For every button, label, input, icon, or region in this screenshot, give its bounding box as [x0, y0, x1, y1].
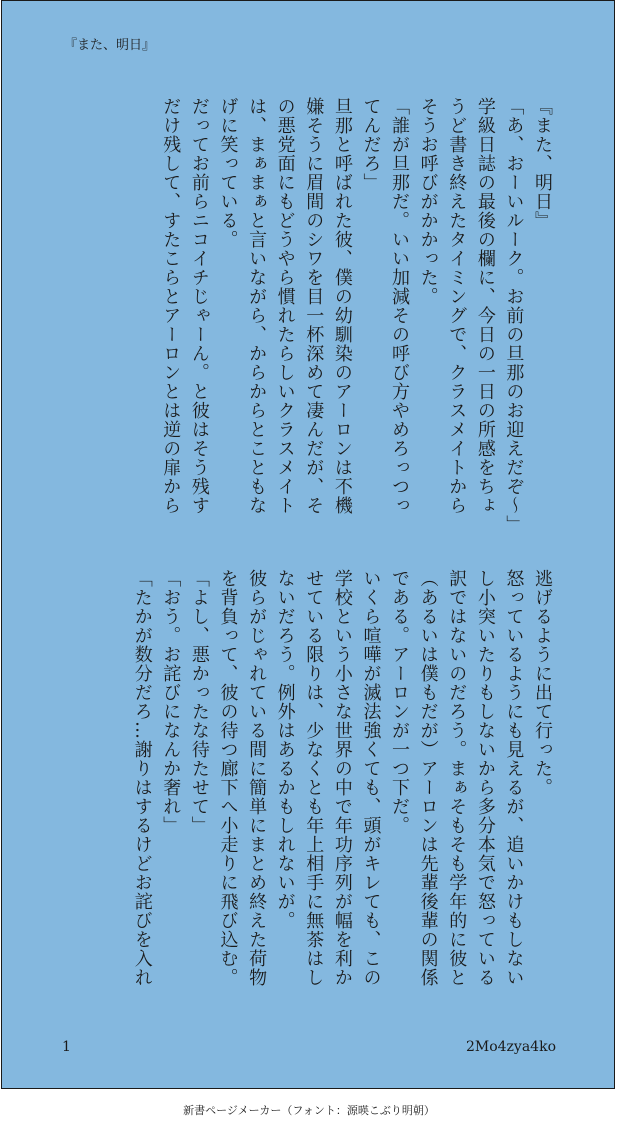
- text-line: を背負って、彼の待つ廊下へ小走りに飛び込む。: [217, 569, 239, 987]
- text-line: せている限りは、少なくとも年上相手に無茶はし: [303, 569, 325, 987]
- text-block-bottom: [127, 569, 556, 989]
- text-line: である。アーロンが一つ下だ。: [389, 569, 411, 835]
- text-line: 「よし、悪かったな待たせて」: [188, 569, 210, 835]
- text-line: 『また、明日』: [532, 97, 553, 230]
- text-line: 彼らがじゃれている間に簡単にまとめ終えた荷物: [246, 569, 268, 987]
- text-line: は、まぁまぁと言いながら、からからとこともな: [246, 97, 268, 515]
- text-line: だけ残して、すたこらとアーロンとは逆の扉から: [160, 97, 182, 515]
- generator-credit: 新書ページメーカー（フォント：源暎こぶり明朝）: [183, 1104, 435, 1117]
- page-number: 1: [62, 1039, 71, 1055]
- text-line: し小突いたりもしないから多分本気で怒っている: [474, 569, 496, 987]
- author-name: 2Mo4zya4ko: [465, 1039, 556, 1055]
- text-line: 逃げるように出て行った。: [532, 569, 553, 797]
- running-header: 『また、明日』: [64, 38, 156, 53]
- text-line: 学校という小さな世界の中で年功序列が幅を利か: [331, 569, 353, 987]
- text-line: 「たかが数分だろ…謝りはするけどお詫びを入れ: [131, 569, 153, 987]
- text-line: 「誰が旦那だ。いい加減その呼び方やめろっつっ: [389, 97, 411, 515]
- text-line: 学級日誌の最後の欄に、今日の一日の所感をちょ: [474, 97, 496, 515]
- text-line: ないだろう。例外はあるかもしれないが。: [274, 569, 296, 930]
- text-line: 旦那と呼ばれた彼、僕の幼馴染のアーロンは不機: [331, 97, 353, 515]
- text-line: てんだろ」: [360, 97, 382, 192]
- text-line: だってお前らニコイチじゃーん。と彼はそう残す: [188, 97, 210, 515]
- novel-page: [1, 0, 615, 1089]
- text-line: 怒っているようにも見えるが、追いかけもしない: [503, 569, 525, 987]
- text-line: （あるいは僕もだが）アーロンは先輩後輩の関係: [417, 569, 439, 987]
- text-line: うど書き終えたタイミングで、クラスメイトから: [446, 97, 468, 515]
- text-line: 「おう。お詫びになんか奢れ」: [160, 569, 182, 835]
- text-line: いくら喧嘩が滅法強くても、頭がキレても、この: [360, 569, 382, 987]
- text-line: 訳ではないのだろう。まぁそもそも学年的に彼と: [446, 569, 468, 987]
- text-line: 「あ、おーいルーク。お前の旦那のお迎えだぞ～」: [503, 97, 525, 534]
- text-block-top: [156, 97, 556, 534]
- text-line: げに笑っている。: [217, 97, 239, 249]
- text-line: の悪党面にもどうやら慣れたらしいクラスメイト: [274, 97, 296, 515]
- text-line: 嫌そうに眉間のシワを目一杯深めて凄んだが、そ: [303, 97, 325, 515]
- text-line: そうお呼びがかかった。: [417, 97, 439, 306]
